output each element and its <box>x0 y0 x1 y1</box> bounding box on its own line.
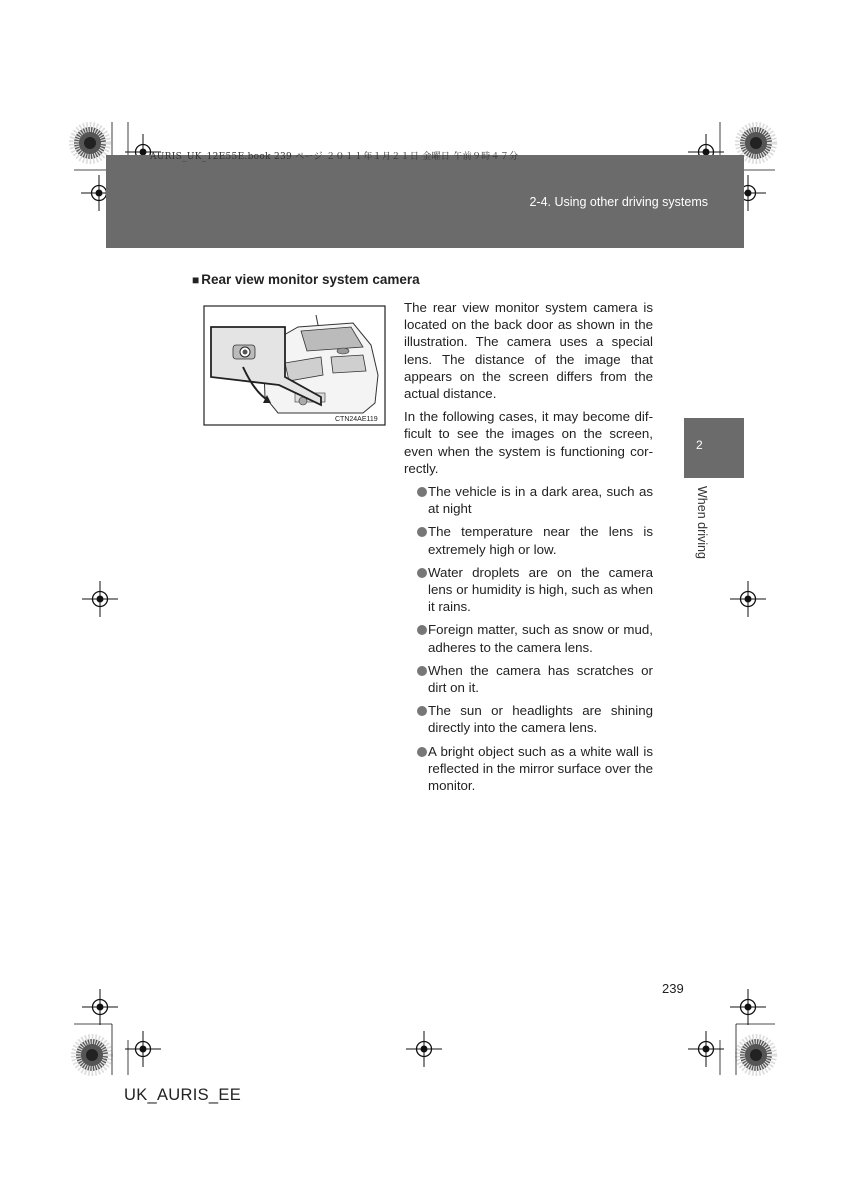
bullet-icon <box>417 666 427 676</box>
registration-mark-icon <box>406 1031 442 1067</box>
chapter-number: 2 <box>696 438 703 452</box>
bullet-icon <box>417 527 427 537</box>
color-target-icon <box>76 1039 108 1071</box>
list-item: Water droplets are on the camera lens or humidity is high, such as when it rains. <box>404 564 653 616</box>
bullet-icon <box>417 747 427 757</box>
registration-mark-icon <box>82 989 118 1025</box>
list-item: The vehicle is in a dark area, such as at night <box>404 483 653 517</box>
illustration-code: CTN24AE119 <box>335 416 378 423</box>
bullet-list <box>404 483 653 794</box>
registration-mark-icon <box>730 581 766 617</box>
list-item: The temperature near the lens is extremely high or low. <box>404 523 653 557</box>
bullet-icon <box>417 625 427 635</box>
heading-marker: ■ <box>192 273 200 287</box>
page-number: 239 <box>662 981 684 996</box>
chapter-tab <box>684 418 744 478</box>
file-info: AURIS_UK_12E55E.book 239 ページ ２０１１年１月２１日 金曜日 午前９時４７分 <box>150 152 519 162</box>
paragraph-intro: The rear view monitor system camera is located on the back door as shown in the illustration. The camera uses a special lens. The distance of the image that appears on the screen differs from the actual distance. <box>404 300 653 402</box>
registration-mark-icon <box>730 989 766 1025</box>
color-target-icon <box>74 127 106 159</box>
color-target-icon <box>740 127 772 159</box>
list-item: When the camera has scratches or dirt on it. <box>404 662 653 696</box>
paragraph-cases: In the following cases, it may become dif-ficult to see the images on the screen, even when the system is functioning cor-rectly. <box>404 409 653 476</box>
list-item: The sun or headlights are shining directly into the camera lens. <box>404 702 653 736</box>
heading-text: Rear view monitor system camera <box>201 272 420 287</box>
section-heading <box>192 272 420 287</box>
body-text <box>404 299 653 800</box>
document-code: UK_AURIS_EE <box>124 1086 242 1104</box>
list-item: A bright object such as a white wall is reflected in the mirror surface over the monitor. <box>404 743 653 795</box>
registration-mark-icon <box>125 1031 161 1067</box>
bullet-icon <box>417 706 427 716</box>
registration-mark-icon <box>82 581 118 617</box>
bullet-icon <box>417 487 427 497</box>
chapter-label: When driving <box>695 486 709 559</box>
color-target-icon <box>740 1039 772 1071</box>
bullet-icon <box>417 568 427 578</box>
registration-mark-icon <box>688 1031 724 1067</box>
list-item: Foreign matter, such as snow or mud, adheres to the camera lens. <box>404 621 653 655</box>
section-title: 2-4. Using other driving systems <box>529 195 708 209</box>
rear-camera-illustration <box>203 305 386 426</box>
